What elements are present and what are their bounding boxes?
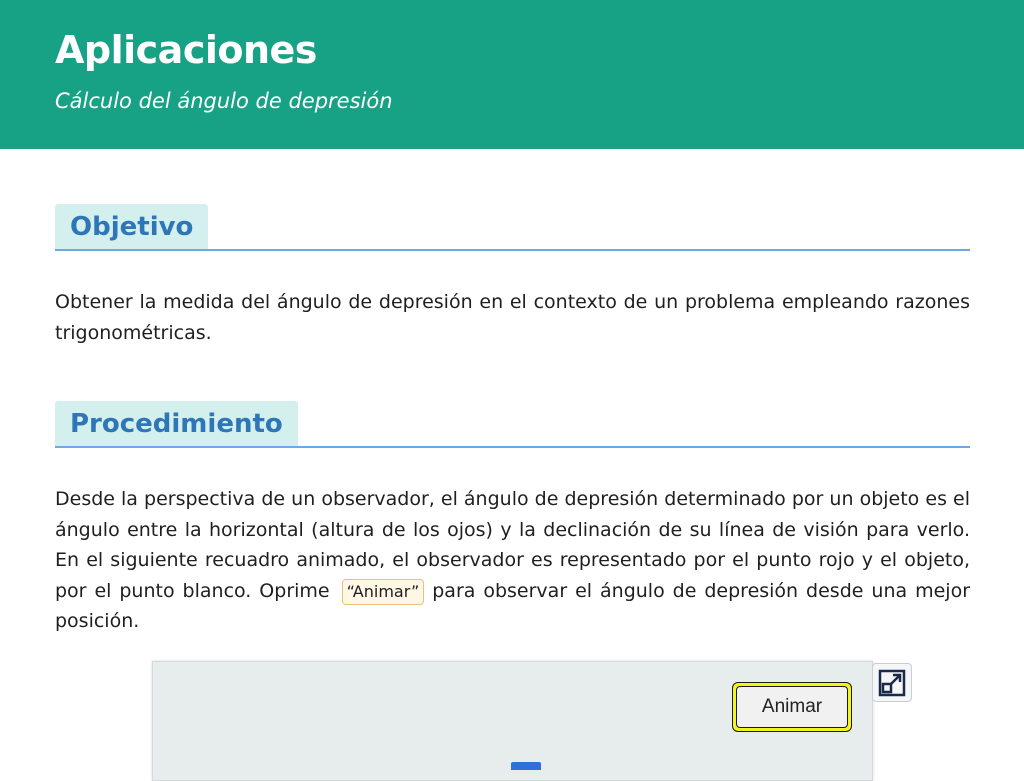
objetivo-paragraph: Obtener la medida del ángulo de depresión en el contexto de un problema empleando razones trigonométricas. — [55, 291, 970, 344]
animate-button-label: Animar — [736, 686, 848, 728]
procedimiento-paragraph — [55, 484, 970, 637]
expand-icon — [878, 669, 906, 697]
page-title: Aplicaciones — [55, 28, 317, 72]
section-heading-procedimiento — [55, 401, 970, 448]
page-subtitle: Cálculo del ángulo de depresión — [55, 89, 393, 113]
scene-blue-marker — [511, 762, 541, 770]
procedimiento-text-after: para observar el ángulo de depresión desde una mejor posición. — [55, 579, 971, 632]
animate-button[interactable] — [732, 682, 852, 732]
procedimiento-text-before: Desde la perspectiva de un observador, el ángulo de depresión determinado por un objeto es el ángulo entre la horizontal (altura de los ojos) y la declinación de su línea de visión para verlo. En el siguiente recuadro animado, el observador es representado por el punto rojo y el objeto, por el punto blanco. Oprime — [55, 488, 970, 602]
section-heading-label: Objetivo — [55, 204, 208, 249]
page-header — [0, 0, 1024, 149]
section-heading-objetivo — [55, 204, 970, 251]
fullscreen-button[interactable] — [872, 663, 912, 702]
animar-inline-tag: “Animar” — [342, 579, 425, 605]
section-heading-label: Procedimiento — [55, 401, 298, 446]
